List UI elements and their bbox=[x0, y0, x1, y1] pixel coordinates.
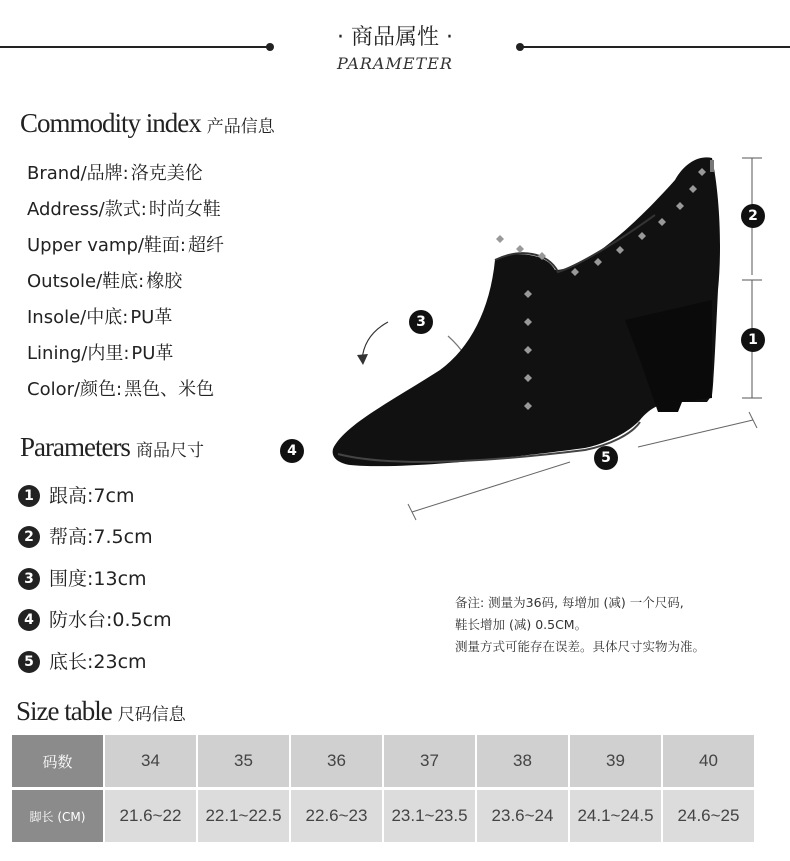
table-row-sizes bbox=[12, 735, 754, 787]
note-line-1: 备注: 测量为36码, 每增加 (减) 一个尺码, bbox=[455, 595, 684, 610]
parameter-label: 围度: bbox=[49, 567, 94, 590]
attribute-row bbox=[27, 232, 224, 268]
attribute-value: 时尚女鞋 bbox=[148, 199, 221, 220]
parameters-heading-cn: 商品尺寸 bbox=[135, 441, 204, 461]
attribute-label: Outsole/鞋底: bbox=[27, 271, 145, 292]
badge-5-icon: 5 bbox=[594, 446, 618, 470]
attribute-value: 黑色、米色 bbox=[124, 379, 215, 400]
commodity-heading-cn: 产品信息 bbox=[206, 117, 275, 137]
measurement-note bbox=[455, 592, 705, 658]
table-row-lengths bbox=[12, 790, 754, 842]
note-line-3: 测量方式可能存在误差。具体尺寸实物为准。 bbox=[455, 639, 706, 654]
table-header-size: 码数 bbox=[12, 735, 103, 787]
attribute-label: Color/颜色: bbox=[27, 379, 123, 400]
header-subtitle: PARAMETER bbox=[337, 54, 453, 73]
parameter-value: 0.5cm bbox=[112, 609, 172, 632]
parameter-label: 跟高: bbox=[49, 484, 94, 507]
parameter-label: 防水台: bbox=[49, 609, 113, 632]
table-cell: 40 bbox=[663, 735, 754, 787]
badge-1-icon: 1 bbox=[741, 328, 765, 352]
attribute-value: 橡胶 bbox=[146, 271, 183, 292]
attribute-row bbox=[27, 268, 224, 304]
number-badge-icon: 3 bbox=[18, 568, 40, 590]
attribute-row bbox=[27, 196, 224, 232]
attribute-value: 洛克美伦 bbox=[130, 163, 203, 184]
table-cell: 23.6~24 bbox=[477, 790, 568, 842]
attribute-label: Brand/品牌: bbox=[27, 163, 129, 184]
zipper-tab bbox=[710, 160, 714, 172]
table-cell: 35 bbox=[198, 735, 289, 787]
commodity-heading bbox=[20, 108, 275, 139]
table-cell: 39 bbox=[570, 735, 661, 787]
size-table-heading bbox=[16, 696, 186, 727]
parameter-row bbox=[18, 517, 172, 559]
attribute-value: 超纤 bbox=[188, 235, 224, 256]
shoe-image bbox=[280, 140, 790, 540]
badge-4-icon: 4 bbox=[280, 439, 304, 463]
parameter-value: 13cm bbox=[93, 567, 147, 590]
size-table-heading-en: Size table bbox=[16, 696, 112, 726]
table-cell: 22.6~23 bbox=[291, 790, 382, 842]
shoe-figure bbox=[280, 140, 790, 540]
attribute-list bbox=[27, 160, 224, 412]
table-cell: 36 bbox=[291, 735, 382, 787]
table-cell: 23.1~23.5 bbox=[384, 790, 475, 842]
attribute-row bbox=[27, 304, 224, 340]
size-table-heading-cn: 尺码信息 bbox=[117, 705, 186, 725]
table-cell: 37 bbox=[384, 735, 475, 787]
parameter-label: 帮高: bbox=[49, 526, 94, 549]
attribute-label: Lining/内里: bbox=[27, 343, 130, 364]
badge-2-icon: 2 bbox=[741, 204, 765, 228]
attribute-label: Upper vamp/鞋面: bbox=[27, 235, 186, 256]
parameter-row bbox=[18, 558, 172, 600]
parameter-value: 23cm bbox=[93, 650, 147, 673]
table-cell: 22.1~22.5 bbox=[198, 790, 289, 842]
parameter-row bbox=[18, 641, 172, 683]
number-badge-icon: 2 bbox=[18, 526, 40, 548]
size-table bbox=[10, 735, 756, 842]
attribute-row bbox=[27, 160, 224, 196]
parameter-value: 7cm bbox=[93, 484, 135, 507]
table-cell: 24.6~25 bbox=[663, 790, 754, 842]
table-cell: 21.6~22 bbox=[105, 790, 196, 842]
length-line-right bbox=[638, 420, 753, 447]
parameter-row bbox=[18, 600, 172, 642]
parameter-value: 7.5cm bbox=[93, 526, 153, 549]
attribute-label: Address/款式: bbox=[27, 199, 147, 220]
attribute-row bbox=[27, 376, 224, 412]
parameters-heading bbox=[20, 432, 204, 463]
length-line-left bbox=[412, 462, 570, 512]
header-title: · 商品属性 · bbox=[337, 25, 453, 50]
attribute-value: PU革 bbox=[131, 343, 174, 364]
parameter-label: 底长: bbox=[49, 650, 94, 673]
attribute-row bbox=[27, 340, 224, 376]
table-cell: 34 bbox=[105, 735, 196, 787]
badge-3-icon: 3 bbox=[409, 310, 433, 334]
commodity-heading-en: Commodity index bbox=[20, 108, 201, 138]
parameter-list bbox=[18, 475, 172, 683]
attribute-value: PU革 bbox=[130, 307, 173, 328]
parameters-heading-en: Parameters bbox=[20, 432, 130, 462]
attribute-label: Insole/中底: bbox=[27, 307, 129, 328]
note-line-2: 鞋长增加 (减) 0.5CM。 bbox=[455, 617, 588, 632]
parameter-row bbox=[18, 475, 172, 517]
table-cell: 38 bbox=[477, 735, 568, 787]
table-cell: 24.1~24.5 bbox=[570, 790, 661, 842]
table-header-length: 脚长 (CM) bbox=[12, 790, 103, 842]
number-badge-icon: 4 bbox=[18, 609, 40, 631]
number-badge-icon: 5 bbox=[18, 651, 40, 673]
number-badge-icon: 1 bbox=[18, 485, 40, 507]
